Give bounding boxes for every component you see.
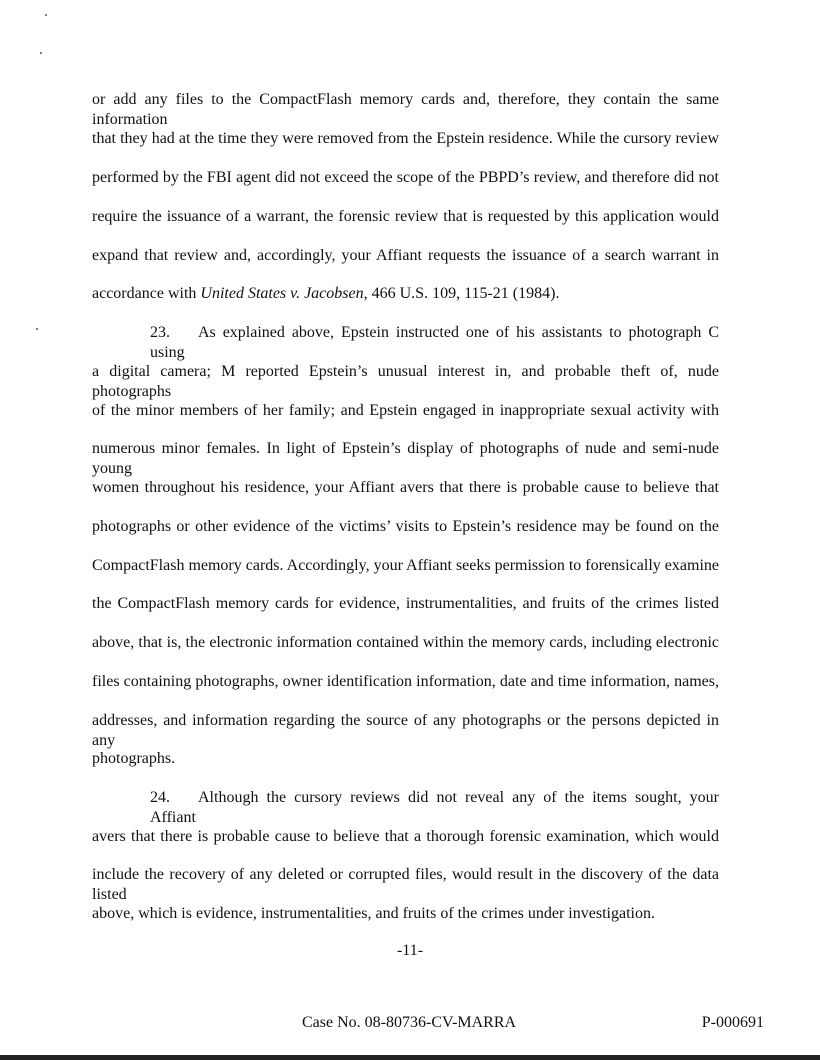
text-line: a digital camera; M reported Epstein’s unusual interest in, and probable theft of, nude photographs [92, 363, 719, 400]
text-line: of the minor members of her family; and Epstein engaged in inappropriate sexual activity with [92, 402, 719, 419]
text-line: include the recovery of any deleted or corrupted files, would result in the discovery of the data listed [92, 866, 719, 903]
paragraph-number: 23. [150, 324, 170, 341]
text-line: photographs. [92, 750, 176, 767]
text-line: addresses, and information regarding the source of any photographs or the persons depicted in any [92, 712, 719, 749]
paragraph-23-first-line [150, 323, 719, 363]
scan-speck [45, 14, 47, 16]
text-line: CompactFlash memory cards. Accordingly, your Affiant seeks permission to forensically examine [92, 557, 719, 574]
paragraph-text: Although the cursory reviews did not reveal any of the items sought, your Affiant [150, 789, 719, 826]
text-line: photographs or other evidence of the victims’ visits to Epstein’s residence may be found on the [92, 518, 719, 535]
text-line-citation [92, 284, 719, 304]
scan-speck [36, 328, 38, 330]
text-line: women throughout his residence, your Affiant avers that there is probable cause to believe that [92, 479, 719, 496]
text-line: files containing photographs, owner identification information, date and time information, names, [92, 673, 719, 690]
text-line: above, which is evidence, instrumentalities, and fruits of the crimes under investigation. [92, 905, 655, 922]
scan-speck [40, 52, 42, 54]
paragraph-text: As explained above, Epstein instructed one of his assistants to photograph C using [150, 324, 719, 361]
citation-prefix: accordance with [92, 285, 201, 302]
text-line: that they had at the time they were removed from the Epstein residence. While the cursory review [92, 130, 719, 147]
citation-suffix: , 466 U.S. 109, 115-21 (1984). [363, 285, 560, 302]
text-line: above, that is, the electronic information contained within the memory cards, including electronic [92, 634, 719, 651]
paragraph-number: 24. [150, 789, 170, 806]
text-line: the CompactFlash memory cards for evidence, instrumentalities, and fruits of the crimes listed [92, 595, 719, 612]
case-citation: United States v. Jacobsen [200, 285, 364, 302]
text-line: require the issuance of a warrant, the forensic review that is requested by this application would [92, 208, 719, 225]
page-bottom-border [0, 1055, 820, 1060]
text-line: expand that review and, accordingly, your Affiant requests the issuance of a search warrant in [92, 247, 719, 264]
text-line: numerous minor females. In light of Epstein’s display of photographs of nude and semi-nude young [92, 440, 719, 477]
text-line: or add any files to the CompactFlash memory cards and, therefore, they contain the same information [92, 91, 719, 128]
paragraph-24-first-line [150, 788, 719, 828]
text-line: avers that there is probable cause to believe that a thorough forensic examination, which would [92, 828, 719, 845]
text-line: performed by the FBI agent did not exceed the scope of the PBPD’s review, and therefore did not [92, 169, 719, 186]
bates-number: P-000691 [701, 1014, 764, 1031]
case-number: Case No. 08-80736-CV-MARRA [302, 1014, 517, 1031]
page-number: -11- [396, 942, 424, 959]
